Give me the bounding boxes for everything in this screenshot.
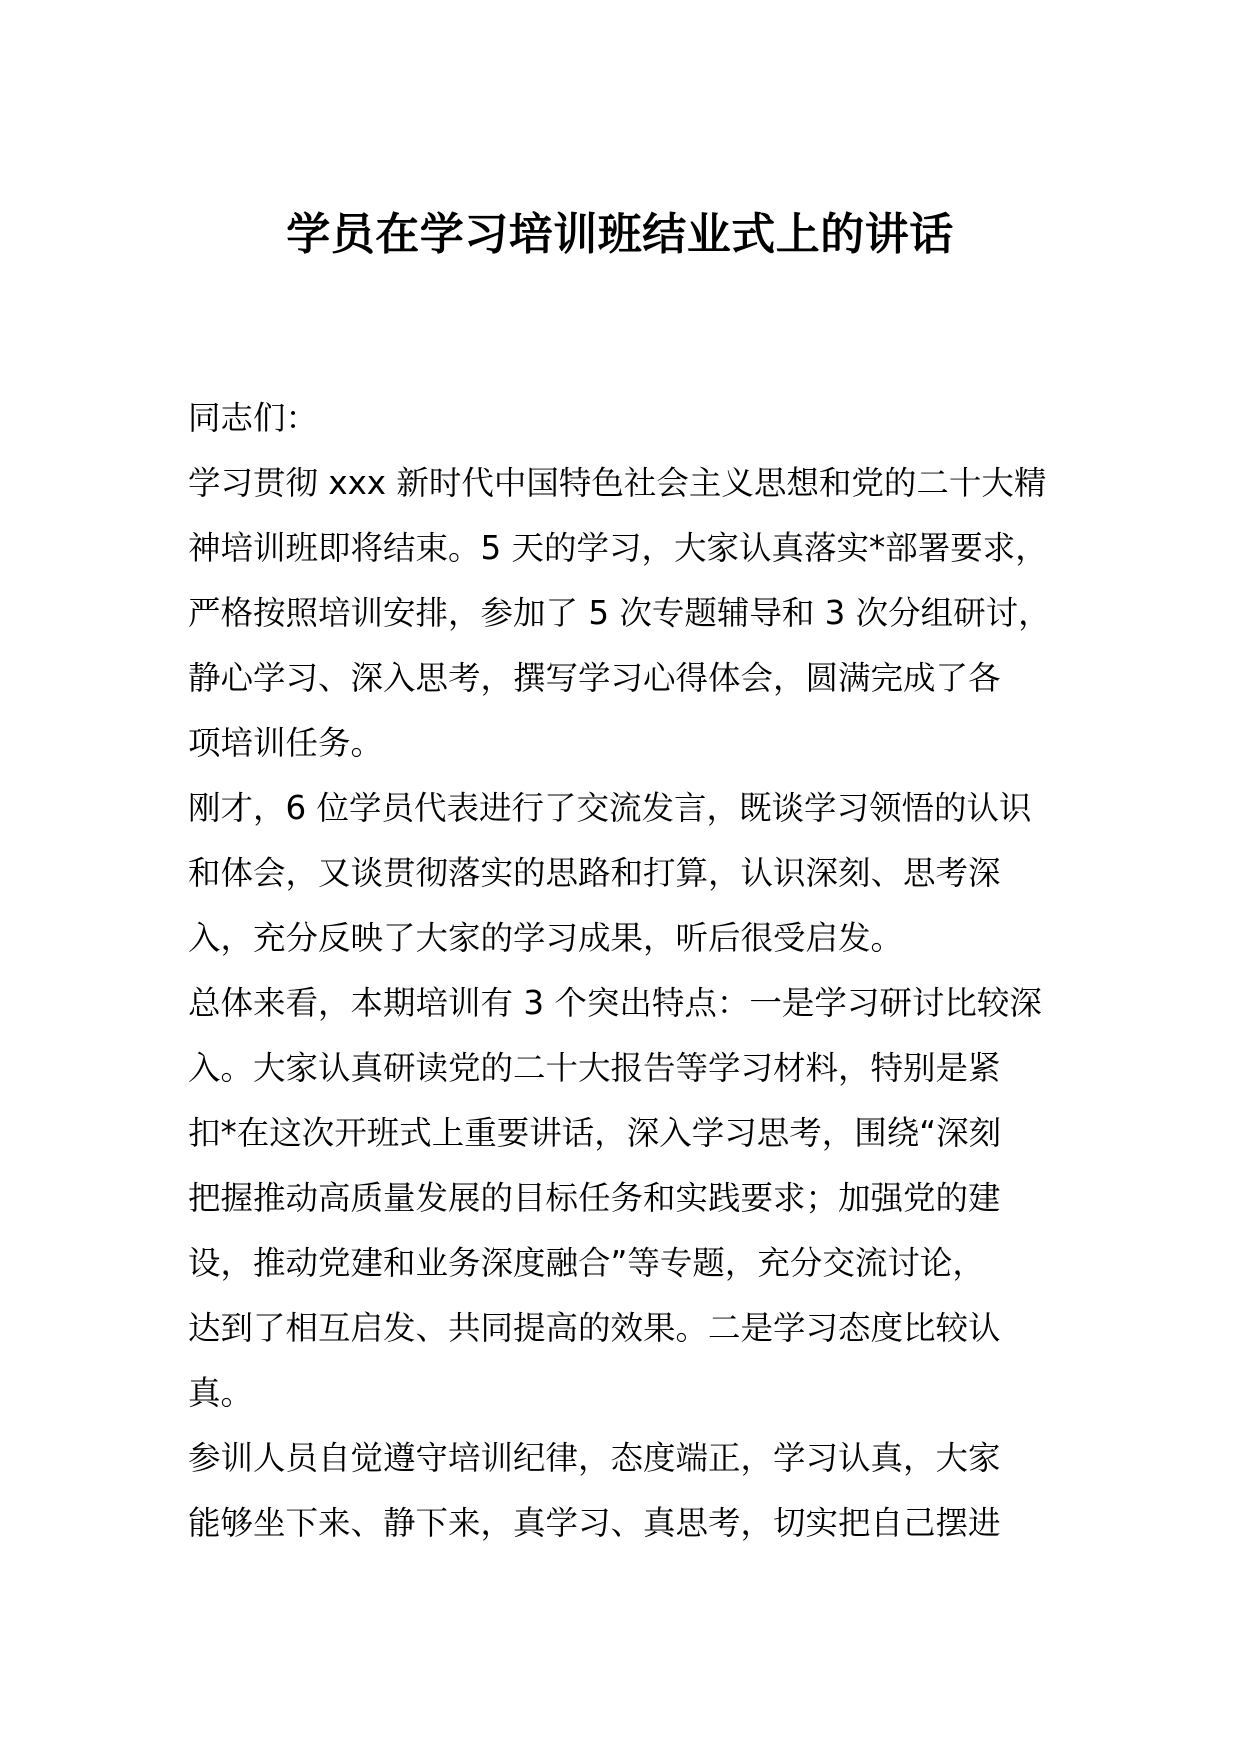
body-line: 静心学习、深入思考，撰写学习心得体会，圆满完成了各 bbox=[188, 659, 1001, 697]
body-line: 入。大家认真研读党的二十大报告等学习材料，特别是紧 bbox=[188, 1049, 1001, 1087]
body-line: 总体来看，本期培训有 3 个突出特点：一是学习研讨比较深 bbox=[188, 984, 1042, 1022]
body-line: 扣*在这次开班式上重要讲话，深入学习思考，围绕“深刻 bbox=[188, 1114, 1002, 1152]
body-line: 真。 bbox=[188, 1374, 254, 1412]
body-line: 项培训任务。 bbox=[188, 724, 384, 762]
body-line: 达到了相互启发、共同提高的效果。二是学习态度比较认 bbox=[188, 1309, 1001, 1347]
body-line: 参训人员自觉遵守培训纪律，态度端正，学习认真，大家 bbox=[188, 1439, 1001, 1477]
body-line: 神培训班即将结束。5 天的学习，大家认真落实*部署要求， bbox=[188, 529, 1048, 567]
body-line: 和体会，又谈贯彻落实的思路和打算，认识深刻、思考深 bbox=[188, 854, 1001, 892]
body-line: 同志们： bbox=[188, 399, 319, 437]
document-title: 学员在学习培训班结业式上的讲话 bbox=[286, 209, 954, 260]
body-line: 入，充分反映了大家的学习成果，听后很受启发。 bbox=[188, 919, 904, 957]
body-line: 学习贯彻 xxx 新时代中国特色社会主义思想和党的二十大精 bbox=[188, 464, 1047, 502]
body-line: 刚才，6 位学员代表进行了交流发言，既谈学习领悟的认识 bbox=[188, 789, 1032, 827]
body-line: 严格按照培训安排，参加了 5 次专题辅导和 3 次分组研讨， bbox=[188, 594, 1051, 632]
body-line: 把握推动高质量发展的目标任务和实践要求；加强党的建 bbox=[188, 1179, 1001, 1217]
body-line: 能够坐下来、静下来，真学习、真思考，切实把自己摆进 bbox=[188, 1504, 1001, 1542]
document-body bbox=[188, 386, 1088, 1556]
body-line: 设，推动党建和业务深度融合”等专题，充分交流讨论， bbox=[188, 1244, 985, 1282]
